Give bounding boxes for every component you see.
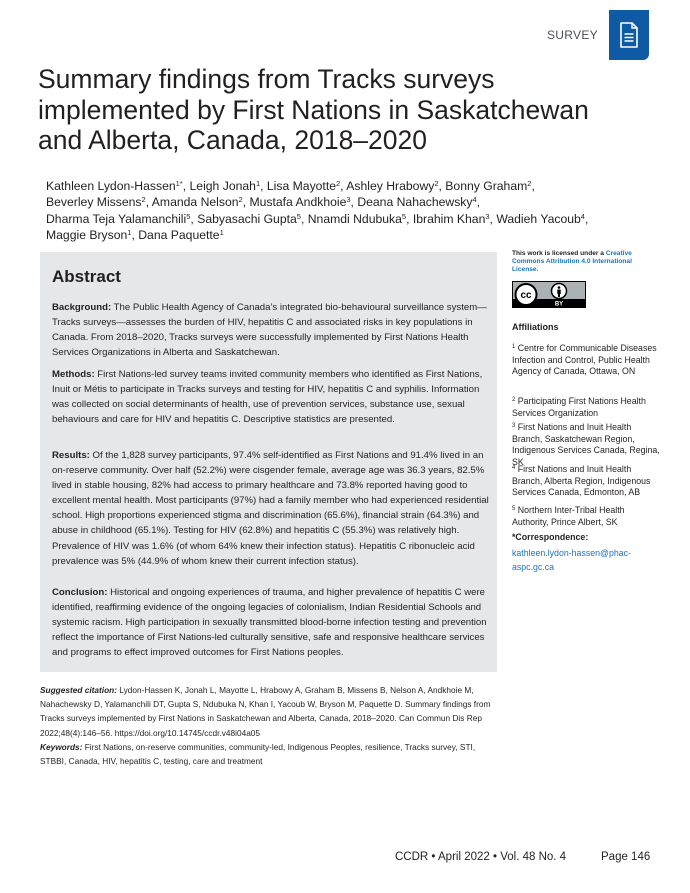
abstract-conclusion <box>52 585 492 660</box>
keywords-label: Keywords: <box>40 741 83 752</box>
author-name: Kathleen Lydon-Hassen$^{1*}$ <box>46 179 183 193</box>
author-name: Leigh Jonah$^1$ <box>189 179 261 193</box>
author-affiliation-marker: 2 <box>336 179 341 188</box>
author-affiliation-marker: 3 <box>485 211 490 221</box>
background-label: Background: <box>52 302 112 313</box>
background-text: The Public Health Agency of Canada’s integrated bio-behavioural surveillance system—Tracks surveys—assesses the burden of HIV, hepatitis C and associated risks in key populations in Canada. From 2018–2020, Tracks surveys were successfully implemented by First Nations Health Services Organizations in Alberta and Saskatchewan. <box>52 302 487 359</box>
citation-label: Suggested citation: <box>40 685 117 695</box>
author-name: Ibrahim Khan$^3$ <box>412 211 490 226</box>
affiliation-number: 3 <box>512 423 516 429</box>
author-name: Nnamdi Ndubuka$^5$ <box>307 211 407 226</box>
section-label: SURVEY <box>547 28 598 42</box>
affiliation-text: Northern Inter-Tribal Health Authority, Prince Albert, SK <box>512 505 625 527</box>
author-name: Sabyasachi Gupta$^5$ <box>197 211 301 226</box>
author-affiliation-marker: 5 <box>401 211 407 221</box>
correspondence-heading: *Correspondence: <box>512 532 589 542</box>
correspondence-email-link[interactable]: kathleen.lydon-hassen@phac-aspc.gc.ca <box>512 548 631 572</box>
author-name: Dana Paquette$^1$ <box>138 227 224 242</box>
cc-icon <box>516 284 537 305</box>
affiliation-item <box>512 396 660 419</box>
author-affiliation-marker: 4 <box>580 211 585 221</box>
author-name: Ashley Hrabowy$^2$ <box>346 179 439 193</box>
affiliation-item <box>512 343 660 378</box>
affiliation-number: 5 <box>512 506 516 512</box>
author-affiliation-marker: 2 <box>141 195 146 205</box>
author-affiliation-marker: 5 <box>296 211 301 221</box>
author-name: Lisa Mayotte$^2$ <box>266 179 341 193</box>
author-affiliation-marker: 1 <box>127 227 132 237</box>
affiliation-text: First Nations and Inuit Health Branch, Alberta Region, Indigenous Services Canada, Edmonton, AB <box>512 464 651 497</box>
abstract-background <box>52 300 492 360</box>
affiliation-number: 2 <box>512 397 516 403</box>
author-name: Maggie Bryson$^1$ <box>46 227 132 242</box>
journal-info: CCDR • April 2022 • Vol. 48 No. 4 <box>395 851 567 863</box>
author-name: Bonny Graham$^2$ <box>445 179 532 193</box>
methods-text: First Nations-led survey teams invited community members who identified as First Nations, Inuit or Métis to participate in Tracks surveys and testing for HIV, hepatitis C and syphilis. Information was collected on social determinants of health, use of prevention services, substance use, sexual behaviours and care for HIV and hepatitis C. Descriptive statistics are presented. <box>52 369 483 426</box>
license-link[interactable]: Creative Commons Attribution 4.0 International License. <box>512 250 632 273</box>
affiliation-item <box>512 505 660 528</box>
section-badge <box>609 10 649 60</box>
attribution-person-icon <box>552 284 567 299</box>
author-affiliation-marker: 1* <box>175 179 183 188</box>
author-list: Kathleen Lydon-Hassen$^{1*}$, Leigh Jonah$^1$, Lisa Mayotte$^2$, Ashley Hrabowy$^2$, Bonny Graham$^2$, Beverley Missens$^2$, Amanda Nelson$^2$, Mustafa Andkhoie$^3$, Deana Nahachewsky$^4$, Dharma Teja Yalamanchili$^5$, Sabyasachi Gupta$^5$, Nnamdi Ndubuka$^5$, Ibrahim Khan$^3$, Wadieh Yacoub$^4$, Maggie Bryson$^1$, Dana Paquette$^1$ <box>46 179 589 242</box>
conclusion-text: Historical and ongoing experiences of trauma, and higher prevalence of hepatitis C were identified, reaffirming evidence of the ongoing legacies of colonialism, Indian Residential Schools and systemic racism. High participation in sexually transmitted blood-borne infection testing and prevention reflect the importance of First Nations-led culturally sensitive, safe and responsive healthcare services and programs to effect improved outcomes for First Nations peoples. <box>52 587 487 659</box>
results-text: Of the 1,828 survey participants, 97.4% self-identified as First Nations and 91.4% lived in an on-reserve community. Over half (52.2%) were cisgender female, average age was 36.3 years, 82.5% lived in stable housing, 82% had access to primary healthcare and 73.8% reported having good to excellent mental health. Most participants (97%) had a family member who had experienced residential school. High proportions experienced stigma and discrimination (65.6%), financial strain (64.3%) and abuse in childhood (65.1%). Testing for HIV (62.8%) and hepatitis C (55.3%) was relatively high. Prevalence of HIV was 1.6% (of whom 64% knew their infection status). Hepatitis C ribonucleic acid prevalence was 5% (44.9% of whom knew their current infection status). <box>52 450 489 567</box>
author-affiliation-marker: 1 <box>219 227 224 237</box>
author-affiliation-marker: 3 <box>346 195 351 205</box>
affiliation-number: 4 <box>512 465 516 471</box>
license-notice <box>512 250 660 274</box>
author-affiliation-marker: 2 <box>238 195 243 205</box>
cc-label: cc <box>520 290 532 301</box>
author-name: Amanda Nelson$^2$ <box>151 195 243 210</box>
affiliation-text: First Nations and Inuit Health Branch, Saskatchewan Region, Indigenous Services Canada, Regina, SK <box>512 422 660 467</box>
conclusion-label: Conclusion: <box>52 587 108 598</box>
abstract-heading: Abstract <box>52 267 121 286</box>
author-affiliation-marker: 2 <box>527 179 532 188</box>
author-name: Dharma Teja Yalamanchili$^5$ <box>46 211 191 226</box>
author-name: Beverley Missens$^2$ <box>46 195 146 210</box>
affiliation-item <box>512 464 660 499</box>
document-icon <box>619 22 639 48</box>
affiliation-number: 1 <box>512 344 516 350</box>
license-text: This work is licensed under a <box>512 250 606 257</box>
author-affiliation-marker: 4 <box>472 195 477 205</box>
results-label: Results: <box>52 450 90 461</box>
by-label: BY <box>554 301 564 307</box>
affiliation-item <box>512 422 660 468</box>
page-number: Page 146 <box>601 851 651 863</box>
author-name: Deana Nahachewsky$^4$ <box>357 195 477 210</box>
abstract-results <box>52 448 492 569</box>
methods-label: Methods: <box>52 369 95 380</box>
abstract-box <box>40 252 497 672</box>
keywords-text: First Nations, on-reserve communities, community-led, Indigenous Peoples, resilience, Tracks survey, STI, STBBI, Canada, HIV, hepatitis C, testing, care and treatment <box>40 741 476 767</box>
author-name: Mustafa Andkhoie$^3$ <box>249 195 351 210</box>
suggested-citation <box>40 683 500 768</box>
article-title: Summary findings from Tracks surveys implemented by First Nations in Saskatchewan and Alberta, Canada, 2018–2020 <box>38 64 589 155</box>
cc-by-badge[interactable] <box>512 281 586 308</box>
affiliations-heading: Affiliations <box>512 322 559 332</box>
affiliation-text: Centre for Communicable Diseases Infection and Control, Public Health Agency of Canada, Ottawa, ON <box>512 343 657 376</box>
author-affiliation-marker: 1 <box>255 179 261 188</box>
author-affiliation-marker: 5 <box>186 211 191 221</box>
abstract-methods <box>52 367 492 427</box>
affiliation-text: Participating First Nations Health Services Organization <box>512 396 646 418</box>
author-affiliation-marker: 2 <box>434 179 439 188</box>
citation-text: Lydon-Hassen K, Jonah L, Mayotte L, Hrabowy A, Graham B, Missens B, Nelson A, Andkhoie M, Nahachewsky D, Yalamanchili DT, Gupta S, Ndubuka N, Khan I, Yacoub W, Bryson M, Paquette D. Summary findings from Tracks surveys implemented by First Nations in Saskatchewan and Alberta, Canada, 2018–2020. Can Commun Dis Rep 2022;48(4):146–56. https://doi.org/10.14745/ccdr.v48i04a05 <box>40 685 491 738</box>
author-name: Wadieh Yacoub$^4$ <box>496 211 585 226</box>
